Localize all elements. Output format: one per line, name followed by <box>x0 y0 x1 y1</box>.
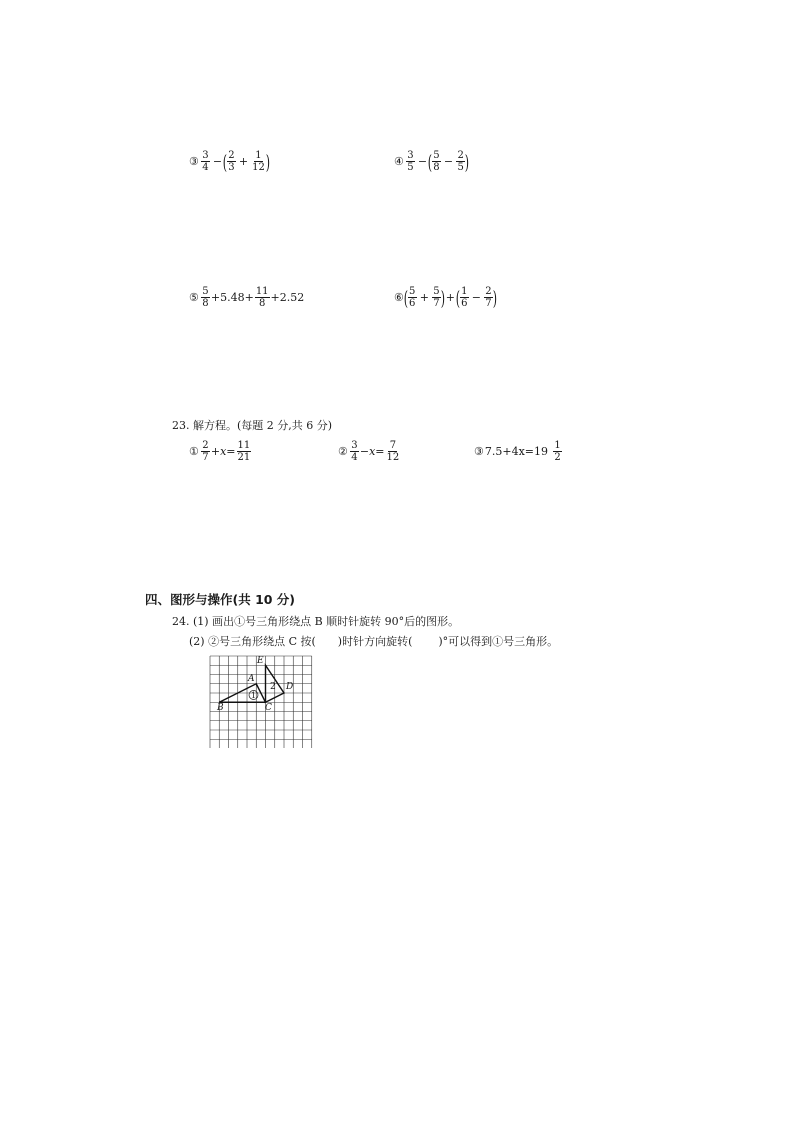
section-heading: 四、图形与操作(共 10 分) <box>145 592 296 607</box>
fraction: $\frac{2}{7}$ <box>202 440 209 463</box>
label-A: A <box>248 674 255 684</box>
fraction: $\frac{2}{5}$ <box>457 150 464 173</box>
label-E: E <box>257 656 264 666</box>
problem-number: ② <box>338 445 348 458</box>
fraction: $\frac{7}{12}$ <box>386 440 400 463</box>
fraction: $\frac{3}{5}$ <box>407 150 414 173</box>
fraction: $\frac{11}{8}$ <box>255 286 269 309</box>
fraction: $\frac{2}{7}$ <box>485 286 492 309</box>
fraction: $\frac{5}{6}$ <box>409 286 416 309</box>
problem-number: ③ <box>474 445 484 458</box>
fraction: $\frac{1}{2}$ <box>554 440 561 463</box>
problem-number: ⑤ <box>189 291 199 304</box>
fraction: $\frac{11}{21}$ <box>237 440 251 463</box>
question-24-part-2: (2) ②号三角形绕点 C 按( )时针方向旋转( )°可以得到①号三角形。 <box>189 635 559 648</box>
fraction: $\frac{1}{12}$ <box>252 150 265 173</box>
problem-number: ④ <box>394 155 404 168</box>
label-C: C <box>265 703 272 713</box>
problem-3: ③ $\frac{3}{4}$ − ( $\frac{2}{3}$ + $\frac{1}{12}$ ) <box>189 149 270 174</box>
fraction: $\frac{5}{8}$ <box>202 286 209 309</box>
problem-number: ③ <box>189 155 199 168</box>
fraction: $\frac{3}{4}$ <box>202 150 209 173</box>
rotation-grid-figure <box>209 655 314 748</box>
equation-1: ① $\frac{2}{7}$ +x= $\frac{11}{21}$ <box>189 440 251 463</box>
fraction: $\frac{5}{8}$ <box>433 150 440 173</box>
fraction: $\frac{2}{3}$ <box>228 150 235 173</box>
problem-5: ⑤ $\frac{5}{8}$ +5.48+ $\frac{11}{8}$ +2.52 <box>189 286 305 309</box>
fraction: $\frac{3}{4}$ <box>351 440 358 463</box>
problem-number: ⑥ <box>394 291 404 304</box>
equation-3: ③ 7.5+4x=19 $\frac{1}{2}$ <box>474 440 561 463</box>
equation-2: ② $\frac{3}{4}$ −x= $\frac{7}{12}$ <box>338 440 400 463</box>
question-24-part-1: 24. (1) 画出①号三角形绕点 B 顺时针旋转 90°后的图形。 <box>172 615 460 628</box>
fraction: $\frac{5}{7}$ <box>433 286 440 309</box>
label-B: B <box>217 703 224 713</box>
question-23-title: 23. 解方程。(每题 2 分,共 6 分) <box>172 419 333 432</box>
problem-6: ⑥ ( $\frac{5}{6}$ + $\frac{5}{7}$ ) + ( $\frac{1}{6}$ − $\frac{2}{7}$ ) <box>394 285 498 310</box>
label-triangle-2: 2 <box>270 682 276 692</box>
label-triangle-1: 1 <box>251 691 257 700</box>
label-D: D <box>286 682 294 692</box>
problem-number: ① <box>189 445 199 458</box>
problem-4: ④ $\frac{3}{5}$ − ( $\frac{5}{8}$ − $\frac{2}{5}$ ) <box>394 149 470 174</box>
fraction: $\frac{1}{6}$ <box>461 286 468 309</box>
